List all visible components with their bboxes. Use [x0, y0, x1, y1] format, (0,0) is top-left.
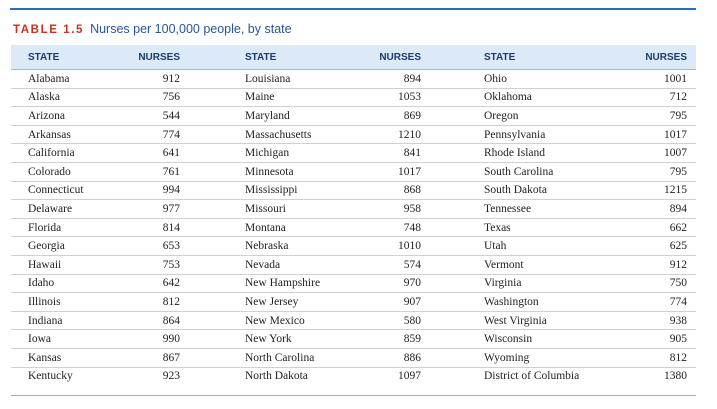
state-cell: Oklahoma	[469, 88, 616, 107]
state-cell: Washington	[469, 293, 616, 312]
nurses-cell: 1001	[616, 70, 696, 89]
state-cell: Indiana	[11, 311, 128, 330]
state-cell: District of Columbia	[484, 370, 580, 383]
table-number-label: TABLE 1.5	[13, 24, 85, 36]
nurses-cell: 812	[616, 348, 696, 367]
state-cell: Louisiana	[230, 70, 361, 89]
state-cell: Massachusetts	[230, 125, 361, 144]
state-cell: West Virginia	[469, 311, 616, 330]
nurses-cell: 1053	[361, 88, 469, 107]
state-cell: Georgia	[11, 237, 128, 256]
state-cell: Maryland	[230, 107, 361, 126]
state-cell: Idaho	[11, 274, 128, 293]
state-cell: Ohio	[469, 70, 616, 89]
nurses-cell: 868	[361, 181, 469, 200]
state-cell: Maine	[230, 88, 361, 107]
header-state-1: STATE	[11, 45, 128, 70]
state-cell: California	[11, 144, 128, 163]
table-row	[11, 255, 696, 274]
nurses-cell: 642	[128, 274, 230, 293]
state-cell: New Mexico	[230, 311, 361, 330]
state-cell: Florida	[11, 218, 128, 237]
state-cell: Oregon	[469, 107, 616, 126]
state-cell: Rhode Island	[469, 144, 616, 163]
state-cell: Missouri	[230, 200, 361, 219]
state-cell: South Carolina	[469, 162, 616, 181]
nurses-cell: 750	[616, 274, 696, 293]
table-row	[11, 367, 696, 385]
nurses-cell: 867	[128, 348, 230, 367]
state-cell: Montana	[230, 218, 361, 237]
header-nurses-3: NURSES	[616, 45, 696, 70]
nurses-cell: 814	[128, 218, 230, 237]
nurses-cell: 905	[616, 330, 696, 349]
table-row	[11, 218, 696, 237]
nurses-cell: 774	[616, 293, 696, 312]
nurses-table	[11, 45, 696, 385]
nurses-table-container	[11, 45, 696, 385]
state-cell: Kansas	[11, 348, 128, 367]
table-row	[11, 70, 696, 89]
nurses-cell: 990	[128, 330, 230, 349]
bottom-rule	[11, 395, 696, 396]
table-row	[11, 311, 696, 330]
table-row	[11, 162, 696, 181]
state-cell: Michigan	[230, 144, 361, 163]
nurses-cell: 869	[361, 107, 469, 126]
nurses-cell: 958	[361, 200, 469, 219]
nurses-cell: 756	[128, 88, 230, 107]
nurses-cell: 912	[128, 70, 230, 89]
nurses-cell: 544	[128, 107, 230, 126]
state-cell: Connecticut	[11, 181, 128, 200]
nurses-cell: 994	[128, 181, 230, 200]
state-cell: Virginia	[469, 274, 616, 293]
state-cell: New Jersey	[230, 293, 361, 312]
nurses-cell: 894	[616, 200, 696, 219]
header-nurses-1: NURSES	[128, 45, 230, 70]
state-cell: Arkansas	[11, 125, 128, 144]
nurses-cell: 662	[616, 218, 696, 237]
nurses-cell: 1017	[361, 162, 469, 181]
table-body	[11, 70, 696, 386]
table-row	[11, 181, 696, 200]
state-cell: Illinois	[11, 293, 128, 312]
state-cell: Kentucky	[28, 370, 73, 383]
nurses-cell: 580	[361, 311, 469, 330]
nurses-cell: 923	[162, 370, 180, 383]
nurses-cell: 753	[128, 255, 230, 274]
state-cell: Tennessee	[469, 200, 616, 219]
table-caption	[13, 20, 292, 38]
nurses-cell: 574	[361, 255, 469, 274]
state-cell: Texas	[469, 218, 616, 237]
nurses-cell: 864	[128, 311, 230, 330]
state-cell: Delaware	[11, 200, 128, 219]
nurses-cell: 812	[128, 293, 230, 312]
nurses-cell: 894	[361, 70, 469, 89]
state-cell: Nebraska	[230, 237, 361, 256]
state-cell: Colorado	[11, 162, 128, 181]
nurses-cell: 774	[128, 125, 230, 144]
header-nurses-2: NURSES	[361, 45, 469, 70]
table-row	[11, 274, 696, 293]
state-cell: Alaska	[11, 88, 128, 107]
table-row	[11, 200, 696, 219]
header-state-3: STATE	[469, 45, 616, 70]
table-row	[11, 330, 696, 349]
nurses-cell: 1007	[616, 144, 696, 163]
nurses-cell: 977	[128, 200, 230, 219]
state-cell: Nevada	[230, 255, 361, 274]
nurses-cell: 795	[616, 162, 696, 181]
table-header-row	[11, 45, 696, 70]
nurses-cell: 886	[361, 348, 469, 367]
header-state-2: STATE	[230, 45, 361, 70]
state-cell: Mississippi	[230, 181, 361, 200]
nurses-cell: 1380	[664, 370, 687, 383]
table-row	[11, 125, 696, 144]
nurses-cell: 653	[128, 237, 230, 256]
state-cell: New York	[230, 330, 361, 349]
state-cell: North Carolina	[230, 348, 361, 367]
state-cell: Arizona	[11, 107, 128, 126]
top-rule	[10, 8, 696, 10]
state-cell: South Dakota	[469, 181, 616, 200]
state-cell: Pennsylvania	[469, 125, 616, 144]
nurses-cell: 859	[361, 330, 469, 349]
table-row	[11, 107, 696, 126]
table-title: Nurses per 100,000 people, by state	[90, 22, 292, 36]
nurses-cell: 1010	[361, 237, 469, 256]
state-cell: Alabama	[11, 70, 128, 89]
table-row	[11, 348, 696, 367]
nurses-cell: 1097	[398, 370, 421, 383]
state-cell: Iowa	[11, 330, 128, 349]
nurses-cell: 795	[616, 107, 696, 126]
table-row	[11, 88, 696, 107]
nurses-cell: 907	[361, 293, 469, 312]
nurses-cell: 712	[616, 88, 696, 107]
state-cell: Utah	[469, 237, 616, 256]
nurses-cell: 912	[616, 255, 696, 274]
nurses-cell: 841	[361, 144, 469, 163]
state-cell: New Hampshire	[230, 274, 361, 293]
state-cell: Minnesota	[230, 162, 361, 181]
nurses-cell: 761	[128, 162, 230, 181]
nurses-cell: 641	[128, 144, 230, 163]
table-row	[11, 237, 696, 256]
nurses-cell: 1215	[616, 181, 696, 200]
state-cell: Vermont	[469, 255, 616, 274]
state-cell: North Dakota	[245, 370, 308, 383]
nurses-cell: 748	[361, 218, 469, 237]
nurses-cell: 625	[616, 237, 696, 256]
table-row	[11, 144, 696, 163]
state-cell: Hawaii	[11, 255, 128, 274]
table-row	[11, 293, 696, 312]
nurses-cell: 938	[616, 311, 696, 330]
nurses-cell: 970	[361, 274, 469, 293]
nurses-cell: 1017	[616, 125, 696, 144]
state-cell: Wisconsin	[469, 330, 616, 349]
nurses-cell: 1210	[361, 125, 469, 144]
state-cell: Wyoming	[469, 348, 616, 367]
